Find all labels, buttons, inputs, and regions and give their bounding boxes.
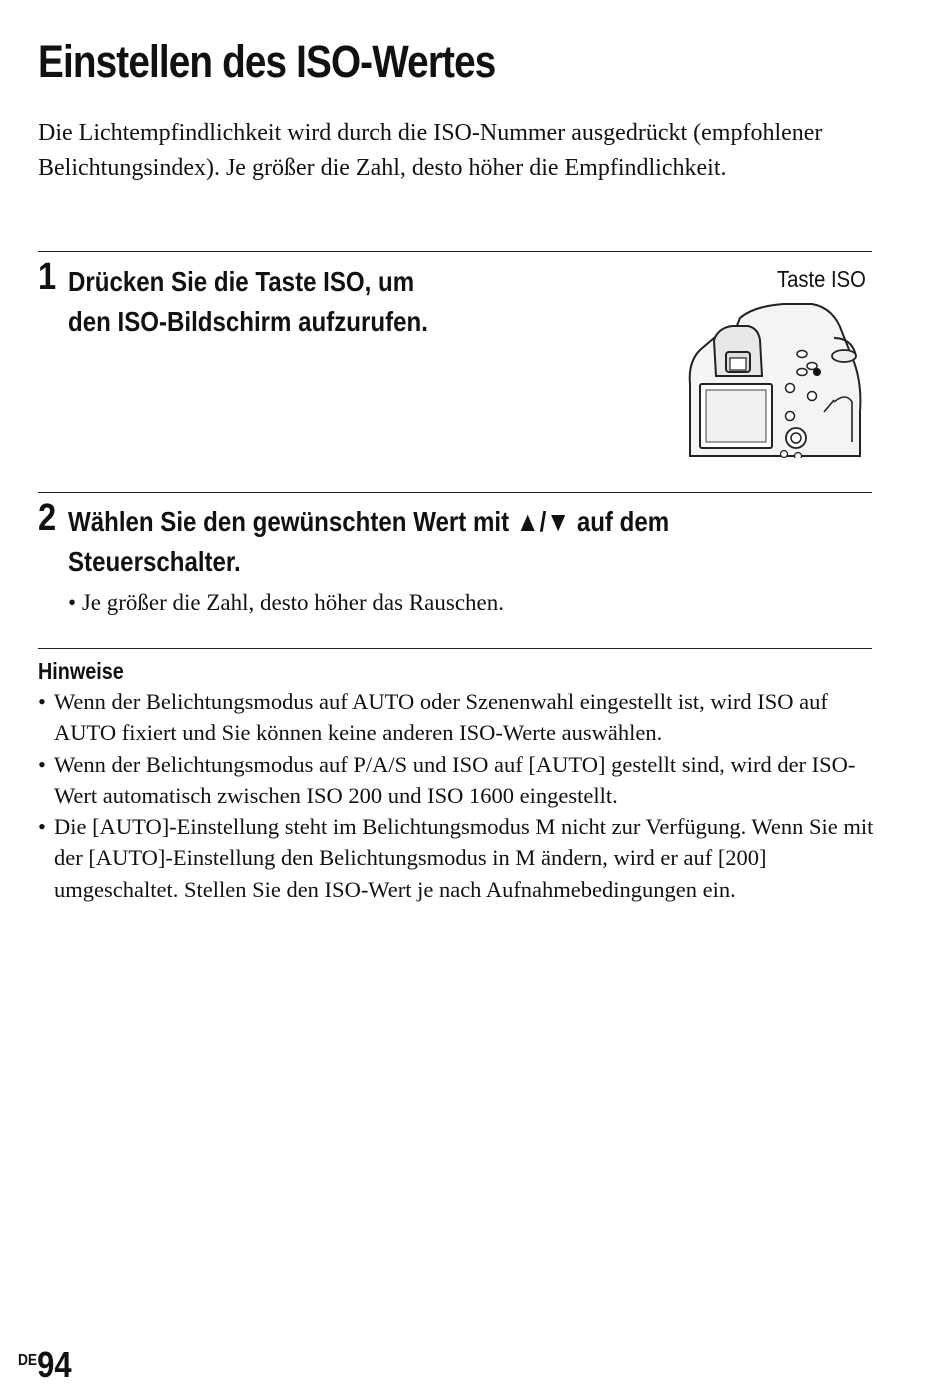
step-2-line-2: Steuerschalter. bbox=[68, 546, 241, 577]
step-2-bullet: • Je größer die Zahl, desto höher das Rauschen. bbox=[68, 590, 504, 615]
notes-heading: Hinweise bbox=[38, 658, 124, 684]
step-2-number: 2 bbox=[38, 497, 57, 539]
list-item: • Die [AUTO]-Einstellung steht im Belichtungsmodus M nicht zur Verfügung. Wenn Sie mit der [AUTO]-Einstellung den Belichtungsmodus in M ändern, wird er auf [200] umgeschaltet. Stellen Sie den ISO-Wert je nach Aufnahmebedingungen ein. bbox=[38, 811, 878, 905]
list-item: • Wenn der Belichtungsmodus auf AUTO oder Szenenwahl eingestellt ist, wird ISO auf AUTO fixiert und Sie können keine anderen ISO-Werte auswählen. bbox=[38, 686, 878, 749]
step-1-line-2: den ISO-Bildschirm aufzurufen. bbox=[68, 306, 428, 337]
step-2-line-1: Wählen Sie den gewünschten Wert mit ▲/▼ auf dem bbox=[68, 506, 670, 537]
camera-back-illustration bbox=[684, 292, 864, 458]
step-2-bullet-text: Je größer die Zahl, desto höher das Rauschen. bbox=[81, 590, 504, 615]
notes-list bbox=[38, 686, 878, 905]
step-1-line-1: Drücken Sie die Taste ISO, um bbox=[68, 266, 415, 297]
step-1-number: 1 bbox=[38, 256, 57, 298]
intro-paragraph: Die Lichtempfindlichkeit wird durch die ISO-Nummer ausgedrückt (empfohlener Belichtungsindex). Je größer die Zahl, desto höher die Empfindlichkeit. bbox=[38, 120, 823, 181]
divider-2 bbox=[38, 492, 872, 493]
divider-3 bbox=[38, 648, 872, 649]
page-num: 94 bbox=[37, 1344, 72, 1385]
page-title: Einstellen des ISO-Wertes bbox=[38, 36, 496, 87]
iso-button-callout: Taste ISO bbox=[777, 266, 866, 292]
iso-button-marker bbox=[813, 368, 821, 376]
page-lang: DE bbox=[18, 1352, 38, 1369]
divider-1 bbox=[38, 251, 872, 252]
step-2-text bbox=[68, 502, 669, 582]
step-1-text bbox=[68, 262, 428, 342]
list-item: • Wenn der Belichtungsmodus auf P/A/S und ISO auf [AUTO] gestellt sind, wird der ISO-Wert automatisch zwischen ISO 200 und ISO 1600 eingestellt. bbox=[38, 749, 878, 812]
